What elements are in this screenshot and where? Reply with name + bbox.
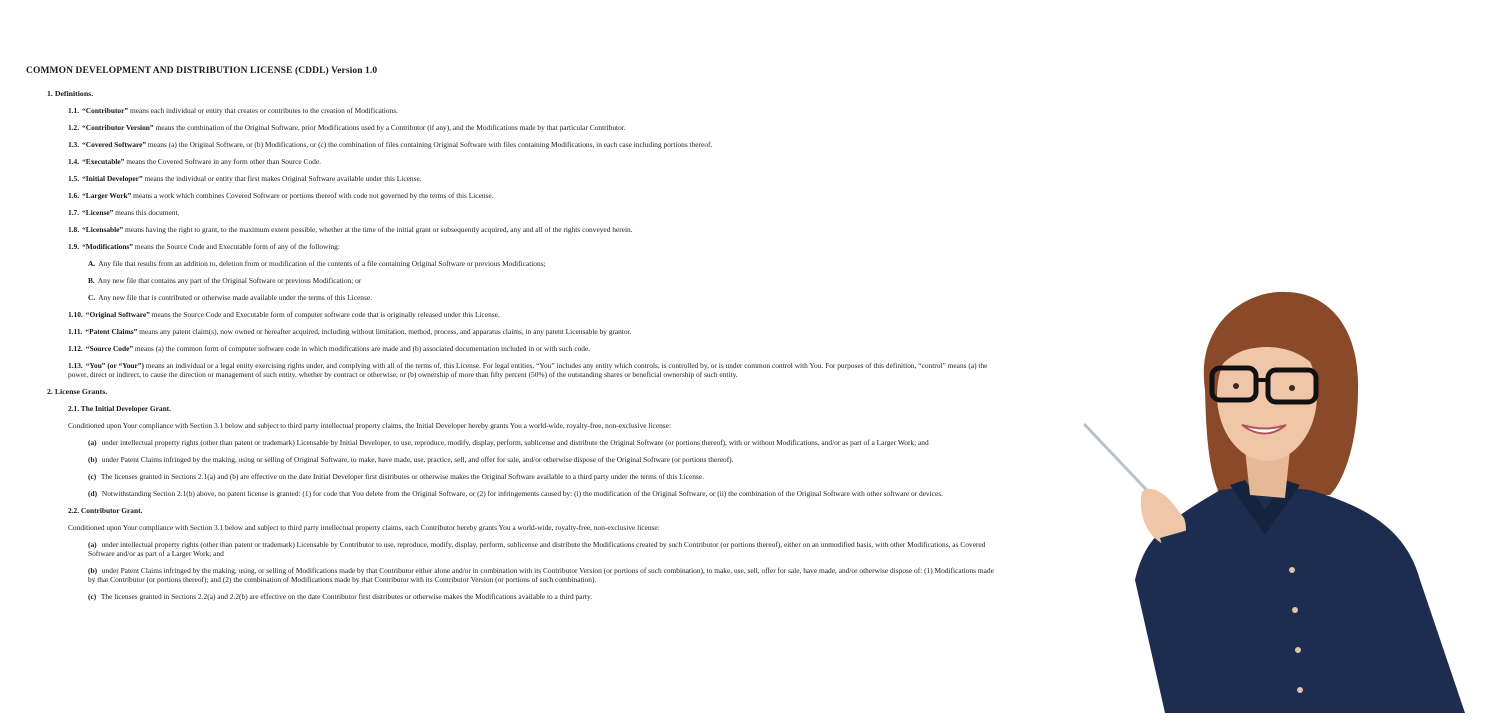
grant-item: (b) under Patent Claims infringed by the making, using or selling of Original Software, to make, have made, use, practice, sell, and offer for sale, and/or otherwise dispose of the Original Software (or portions thereof). [88,455,734,464]
definition-item: 1.3. “Covered Software” means (a) the Original Software, or (b) Modifications, or (c) the combination of files containing Original Software with files containing Modifications, in each case including portions thereof. [68,140,713,149]
grant-item: (d) Notwithstanding Section 2.1(b) above, no patent license is granted: (1) for code that You delete from the Original Software, or (2) for infringements caused by: (i) the modification of the Original Software, or (ii) the combination of the Original Software with other software or devices. [88,489,943,498]
woman-with-pen-illustration [1060,280,1500,713]
grant-2-1-heading: 2.1. The Initial Developer Grant. [68,404,171,413]
definition-item: 1.9. “Modifications” means the Source Code and Executable form of any of the following: [68,242,340,251]
definition-item: 1.5. “Initial Developer” means the individual or entity that first makes Original Software available under this License. [68,174,422,183]
definitions-list [26,106,996,251]
modification-subitem: C. Any new file that is contributed or otherwise made available under the terms of this License. [88,293,372,302]
grant-item: (a) under intellectual property rights (other than patent or trademark) Licensable by Initial Developer, to use, reproduce, modify, display, perform, sublicense and distribute the Original Software (or portions thereof), with or without Modifications, and/or as part of a Larger Work; and [88,438,929,447]
grant-2-1-items [26,438,996,498]
grant-item: (a) under intellectual property rights (other than patent or trademark) Licensable by Contributor to use, reproduce, modify, display, perform, sublicense and distribute the Modifications created by such Contributor (or portions thereof), either on an unmodified basis, with other Modifications, as Covered Software and/or as part of a Larger Work; and [88,540,986,558]
grant-2-2-items [26,540,996,601]
definition-item: 1.8. “Licensable” means having the right to grant, to the maximum extent possible, whether at the time of the initial grant or subsequently acquired, any and all of the rights conveyed herein. [68,225,633,234]
grant-item: (b) under Patent Claims infringed by the making, using, or selling of Modifications made by that Contributor either alone and/or in combination with its Contributor Version (or portions of such combination), to make, use, sell, offer for sale, have made, and/or otherwise dispose of: (1) Modifications made by that Contributor (or portions thereof); and (2) the combination of Modifications made by that Contributor with its Contributor Version (or portions of such combination). [88,566,994,584]
section-definitions-heading: 1. Definitions. [47,89,94,98]
section-license-grants-heading: 2. License Grants. [47,387,108,396]
definitions-list-continued [26,310,996,379]
grant-item: (c) The licenses granted in Sections 2.1(a) and (b) are effective on the date Initial Developer first distributes or otherwise makes the Original Software available to a third party under the terms of this License. [88,472,704,481]
modifications-sublist [26,259,996,302]
grant-item: (c) The licenses granted in Sections 2.2(a) and 2.2(b) are effective on the date Contributor first distributes or otherwise makes the Modifications available to a third party. [88,592,593,601]
grant-2-2-heading: 2.2. Contributor Grant. [68,506,143,515]
grant-2-2-intro: Conditioned upon Your compliance with Section 3.1 below and subject to third party intellectual property claims, each Contributor hereby grants You a world-wide, royalty-free, non-exclusive license: [68,523,660,532]
definition-item: 1.6. “Larger Work” means a work which combines Covered Software or portions thereof with code not governed by the terms of this License. [68,191,494,200]
modification-subitem: B. Any new file that contains any part of the Original Software or previous Modification; or [88,276,362,285]
definition-item: 1.1. “Contributor” means each individual or entity that creates or contributes to the creation of Modifications. [68,106,398,115]
definition-item: 1.4. “Executable” means the Covered Software in any form other than Source Code. [68,157,322,166]
license-document [26,66,996,601]
page-fade-cutoff [0,611,1060,721]
document-title: COMMON DEVELOPMENT AND DISTRIBUTION LICENSE (CDDL) Version 1.0 [26,66,378,76]
definition-item: 1.11. “Patent Claims” means any patent claim(s), now owned or hereafter acquired, including without limitation, method, process, and apparatus claims, in any patent Licensable by grantor. [68,327,632,336]
grant-2-1-intro: Conditioned upon Your compliance with Section 3.1 below and subject to third party intellectual property claims, the Initial Developer hereby grants You a world-wide, royalty-free, non-exclusive license: [68,421,672,430]
definition-item: 1.10. “Original Software” means the Source Code and Executable form of computer software code that is originally released under this License. [68,310,500,319]
definition-item: 1.7. “License” means this document. [68,208,180,217]
modification-subitem: A. Any file that results from an addition to, deletion from or modification of the contents of a file containing Original Software or previous Modifications; [88,259,546,268]
definition-item: 1.13. “You” (or “Your”) means an individual or a legal entity exercising rights under, and complying with all of the terms of, this License. For legal entities, “You” includes any entity which controls, is controlled by, or is under common control with You. For purposes of this definition, “control” means (a) the power, direct or indirect, to cause the direction or management of such entity, whether by contract or otherwise, or (b) ownership of more than fifty percent (50%) of the outstanding shares or beneficial ownership of such entity. [68,361,988,379]
definition-item: 1.12. “Source Code” means (a) the common form of computer software code in which modifications are made and (b) associated documentation included in or with such code. [68,344,591,353]
definition-item: 1.2. “Contributor Version” means the combination of the Original Software, prior Modifications used by a Contributor (if any), and the Modifications made by that particular Contributor. [68,123,626,132]
